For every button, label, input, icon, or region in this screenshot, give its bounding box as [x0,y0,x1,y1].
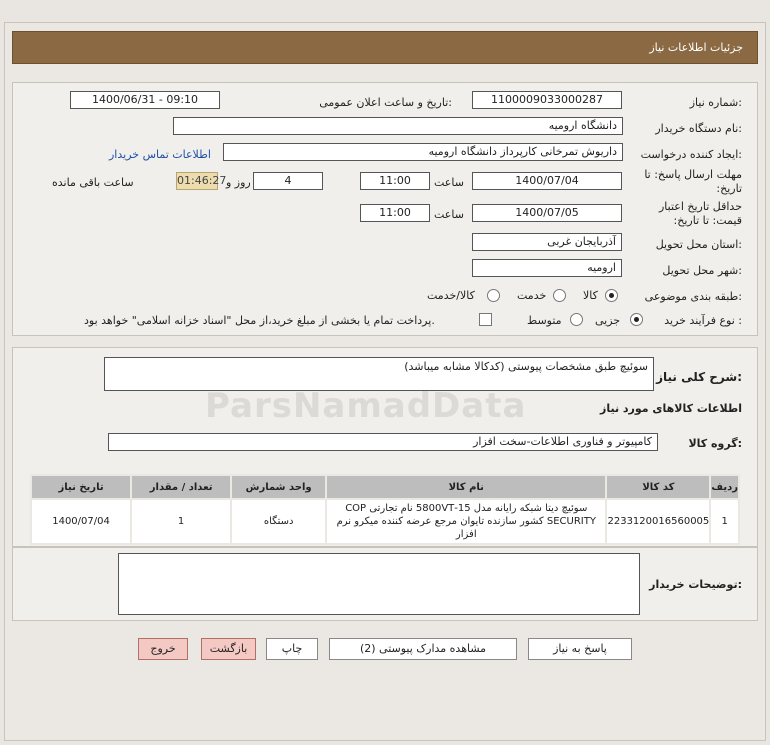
remaining-time-badge: 01:46:27 [176,172,218,190]
col-row: ردیف [710,475,739,499]
page-header [12,31,758,64]
col-code: کد کالا [606,475,710,499]
buyer-contact-link[interactable]: اطلاعات تماس خریدار [109,148,211,161]
treasury-payment-checkbox[interactable] [479,313,492,326]
category-label: طبقه بندی موضوعی: [644,290,742,303]
buyer-notes-field [118,553,640,615]
table-header-row [31,475,739,499]
deadline-date-field: 1400/07/04 [472,172,622,190]
process-option-medium: متوسط [527,314,562,327]
validity-time-label: ساعت [434,208,464,221]
exit-button[interactable]: خروج [138,638,188,660]
buyer-org-label: نام دستگاه خریدار: [655,122,742,135]
buyer-org-field: دانشگاه ارومیه [173,117,623,135]
validity-date-field: 1400/07/05 [472,204,622,222]
view-documents-button[interactable]: مشاهده مدارک پیوستی (2) [329,638,517,660]
print-button[interactable]: چاپ [266,638,318,660]
col-date: تاریخ نیاز [31,475,131,499]
cell-unit: دستگاه [231,499,326,544]
cell-name: سوئیچ دیتا شبکه رایانه مدل 15-5800VT نام تجارتی COP SECURITY کشور سازنده تایوان مرجع عرضه کننده میکرو نرم افزار [326,499,606,544]
deadline-time-field: 11:00 [360,172,430,190]
need-number-field: 1100009033000287 [472,91,622,109]
col-unit: واحد شمارش [231,475,326,499]
description-field: سوئیچ طبق مشخصات پیوستی (کدکالا مشابه میباشد) [104,357,654,391]
process-radio-medium[interactable] [570,313,583,326]
cell-code: 2233120016560005 [606,499,710,544]
reply-button[interactable]: پاسخ به نیاز [528,638,632,660]
creator-field: داریوش تمرخانی کارپرداز دانشگاه ارومیه [223,143,623,161]
province-label: استان محل تحویل: [655,238,742,251]
deadline-time-label: ساعت [434,176,464,189]
process-label: نوع فرآیند خرید : [664,314,742,327]
cell-qty: 1 [131,499,231,544]
deadline-label: مهلت ارسال پاسخ: تا تاریخ: [644,168,742,195]
category-radio-service[interactable] [553,289,566,302]
items-table [30,474,740,545]
category-option-service: خدمت [517,289,547,302]
goods-info-title: اطلاعات کالاهای مورد نیاز [600,402,742,415]
creator-label: ایجاد کننده درخواست: [640,148,742,161]
category-option-goods: کالا [583,289,598,302]
days-label: روز و [226,176,251,189]
goods-group-label: گروه کالا: [688,437,742,450]
process-radio-minor[interactable] [630,313,643,326]
validity-time-field: 11:00 [360,204,430,222]
need-number-label: شماره نیاز: [689,96,742,109]
city-label: شهر محل تحویل: [662,264,742,277]
col-name: نام کالا [326,475,606,499]
cell-row: 1 [710,499,739,544]
buyer-notes-label: توضیحات خریدار: [649,578,742,591]
cell-date: 1400/07/04 [31,499,131,544]
process-option-minor: جزیی [595,314,621,327]
col-qty: تعداد / مقدار [131,475,231,499]
province-field: آذربایجان غربی [472,233,622,251]
table-row [31,499,739,544]
category-option-goods-service: کالا/خدمت [427,289,475,302]
remaining-label: ساعت باقی مانده [52,176,134,189]
goods-group-field: کامپیوتر و فناوری اطلاعات-سخت افزار [108,433,658,451]
days-field: 4 [253,172,323,190]
back-button[interactable]: بازگشت [201,638,256,660]
announce-field: 1400/06/31 - 09:10 [70,91,220,109]
description-label: شرح کلی نیاز: [656,370,742,384]
category-radio-goods-service[interactable] [487,289,500,302]
treasury-payment-note: پرداخت تمام یا بخشی از مبلغ خرید،از محل "اسناد خزانه اسلامی" خواهد بود. [84,314,435,327]
validity-label: حداقل تاریخ اعتبار قیمت: تا تاریخ: [658,200,742,227]
category-radio-goods[interactable] [605,289,618,302]
page-title: جزئیات اطلاعات نیاز [649,41,743,54]
announce-label: تاریخ و ساعت اعلان عمومی: [319,96,452,109]
city-field: ارومیه [472,259,622,277]
